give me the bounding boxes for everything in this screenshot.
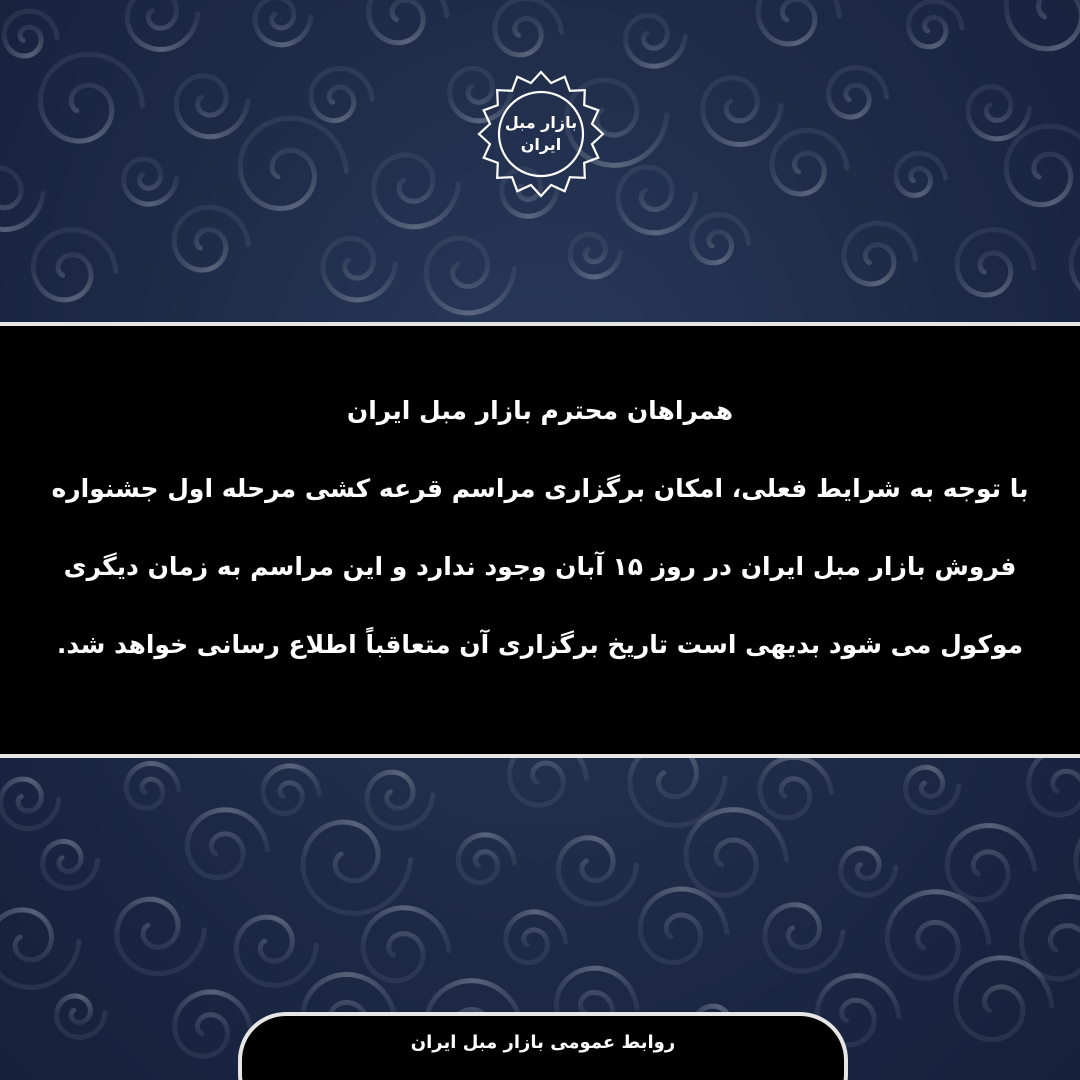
notice-line-3: موکول می شود بدیهی است تاریخ برگزاری آن متعاقباً اطلاع رسانی خواهد شد. bbox=[56, 630, 1024, 659]
swirl-ornament bbox=[363, 908, 449, 981]
swirl-ornament bbox=[558, 838, 636, 905]
notice-line-2: فروش بازار مبل ایران در روز ۱۵ آبان وجود ندارد و این مراسم به زمان دیگری bbox=[63, 552, 1017, 581]
notice-line-1: با توجه به شرایط فعلی، امکان برگزاری مراسم قرعه کشی مرحله اول جشنواره bbox=[51, 474, 1029, 503]
swirl-ornament bbox=[369, 0, 447, 43]
notice-greeting: همراهان محترم بازار مبل ایران bbox=[346, 396, 734, 425]
swirl-ornament bbox=[187, 810, 267, 878]
swirl-ornament bbox=[33, 230, 116, 300]
swirl-ornament bbox=[692, 215, 749, 263]
swirl-ornament bbox=[176, 76, 248, 137]
swirl-ornament bbox=[947, 826, 1034, 900]
swirl-ornament bbox=[908, 1, 962, 47]
swirl-ornament bbox=[703, 78, 782, 145]
logo-line-1: بازار مبل bbox=[504, 113, 578, 132]
swirl-ornament bbox=[4, 11, 57, 56]
swirl-ornament bbox=[41, 54, 143, 141]
swirl-ornament bbox=[495, 0, 562, 55]
footer-label: روابط عمومی بازار مبل ایران bbox=[410, 1032, 676, 1053]
swirl-ornament bbox=[640, 889, 727, 963]
swirl-ornament bbox=[686, 810, 787, 896]
swirl-ornament bbox=[311, 69, 372, 121]
swirl-ornament bbox=[367, 772, 433, 828]
swirl-ornament bbox=[0, 168, 43, 230]
swirl-ornament bbox=[957, 230, 1034, 295]
swirl-ornament bbox=[968, 87, 1030, 139]
swirl-ornament bbox=[765, 905, 843, 971]
swirl-ornament bbox=[127, 0, 198, 50]
swirl-ornament bbox=[323, 238, 395, 300]
swirl-ornament bbox=[43, 841, 98, 888]
swirl-ornament bbox=[828, 68, 886, 118]
swirl-ornament bbox=[126, 763, 179, 808]
swirl-ornament bbox=[303, 822, 411, 914]
swirl-ornament bbox=[570, 234, 620, 277]
bazaar-mobl-iran-logo bbox=[475, 68, 607, 200]
swirl-ornament bbox=[124, 159, 177, 204]
swirl-ornament bbox=[174, 207, 248, 270]
swirl-ornament bbox=[1006, 126, 1080, 205]
swirl-ornament bbox=[618, 167, 696, 233]
swirl-ornament bbox=[905, 767, 958, 812]
swirl-ornament bbox=[626, 15, 686, 66]
swirl-ornament bbox=[760, 757, 832, 818]
swirl-ornament bbox=[240, 118, 346, 208]
swirl-ornament bbox=[758, 0, 839, 44]
swirl-ornament bbox=[458, 835, 514, 883]
swirl-ornament bbox=[374, 155, 459, 227]
swirl-ornament bbox=[56, 996, 105, 1037]
swirl-ornament bbox=[772, 130, 847, 194]
swirl-ornament bbox=[506, 912, 566, 963]
swirl-ornament bbox=[844, 223, 916, 284]
swirl-ornament bbox=[0, 910, 79, 988]
swirl-ornament bbox=[1006, 0, 1080, 49]
swirl-ornament bbox=[117, 899, 205, 974]
swirl-ornament bbox=[1071, 226, 1080, 298]
swirl-ornament bbox=[1076, 822, 1080, 906]
logo-text bbox=[475, 68, 607, 200]
swirl-ornament bbox=[236, 917, 316, 985]
swirl-ornament bbox=[896, 153, 946, 195]
logo-line-2: ایران bbox=[520, 135, 562, 154]
swirl-ornament bbox=[841, 848, 896, 895]
swirl-ornament bbox=[1, 779, 59, 829]
notice-panel bbox=[0, 322, 1080, 758]
swirl-ornament bbox=[426, 238, 514, 313]
swirl-ornament bbox=[255, 0, 311, 45]
swirl-ornament bbox=[263, 766, 319, 814]
